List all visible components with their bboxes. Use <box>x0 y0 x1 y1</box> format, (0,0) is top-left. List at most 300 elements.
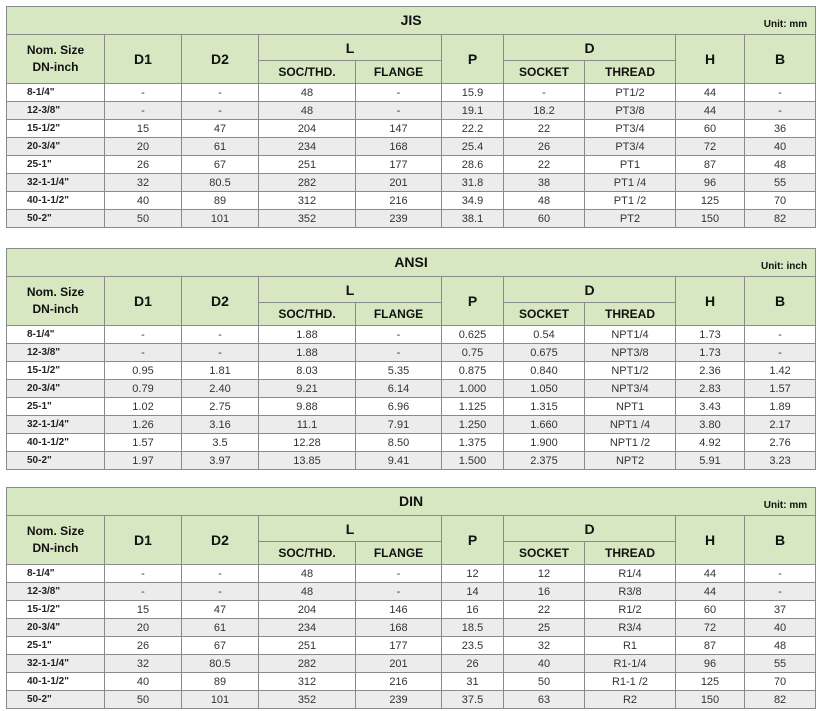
h-header: H <box>676 516 745 565</box>
h-cell: 44 <box>676 583 745 601</box>
l-header: L <box>259 516 442 542</box>
thread-cell: PT1 <box>585 156 676 174</box>
table-row <box>7 102 816 120</box>
p-cell: 38.1 <box>442 210 504 228</box>
h-header: H <box>676 277 745 326</box>
size-cell: 32-1-1/4" <box>7 416 105 434</box>
socket-cell: 2.375 <box>504 452 585 470</box>
d2-cell: - <box>182 84 259 102</box>
flange-header: FLANGE <box>356 542 442 565</box>
b-cell: 40 <box>745 138 816 156</box>
flange-cell: 177 <box>356 637 442 655</box>
table-row <box>7 601 816 619</box>
flange-cell: 146 <box>356 601 442 619</box>
h-cell: 44 <box>676 84 745 102</box>
h-cell: 1.73 <box>676 344 745 362</box>
size-cell: 8-1/4" <box>7 565 105 583</box>
p-cell: 22.2 <box>442 120 504 138</box>
b-cell: 55 <box>745 655 816 673</box>
l-header: L <box>259 35 442 61</box>
b-cell: 37 <box>745 601 816 619</box>
size-cell: 32-1-1/4" <box>7 174 105 192</box>
p-cell: 25.4 <box>442 138 504 156</box>
d2-header: D2 <box>182 35 259 84</box>
thread-cell: PT1/2 <box>585 84 676 102</box>
d2-header: D2 <box>182 516 259 565</box>
size-cell: 15-1/2" <box>7 120 105 138</box>
h-cell: 72 <box>676 138 745 156</box>
flange-header: FLANGE <box>356 303 442 326</box>
b-cell: 1.89 <box>745 398 816 416</box>
thread-cell: R1-1 /2 <box>585 673 676 691</box>
b-cell: 2.17 <box>745 416 816 434</box>
b-cell: 55 <box>745 174 816 192</box>
h-cell: 44 <box>676 102 745 120</box>
thread-cell: PT3/4 <box>585 120 676 138</box>
d1-cell: 20 <box>105 138 182 156</box>
table-row <box>7 156 816 174</box>
p-cell: 31.8 <box>442 174 504 192</box>
soc-thd-cell: 48 <box>259 102 356 120</box>
thread-cell: NPT1 <box>585 398 676 416</box>
socket-cell: 22 <box>504 156 585 174</box>
socket-cell: 1.315 <box>504 398 585 416</box>
flange-cell: 239 <box>356 691 442 709</box>
l-header: L <box>259 277 442 303</box>
d1-cell: 50 <box>105 210 182 228</box>
size-cell: 15-1/2" <box>7 362 105 380</box>
h-cell: 2.36 <box>676 362 745 380</box>
d2-cell: 80.5 <box>182 174 259 192</box>
b-cell: 1.42 <box>745 362 816 380</box>
thread-cell: NPT2 <box>585 452 676 470</box>
d-header: D <box>504 277 676 303</box>
table-row <box>7 619 816 637</box>
b-cell: - <box>745 344 816 362</box>
b-cell: - <box>745 583 816 601</box>
soc-thd-header: SOC/THD. <box>259 303 356 326</box>
h-cell: 150 <box>676 210 745 228</box>
jis-table-section <box>6 6 815 228</box>
flange-cell: 168 <box>356 138 442 156</box>
d1-cell: 32 <box>105 655 182 673</box>
socket-cell: 26 <box>504 138 585 156</box>
h-cell: 96 <box>676 655 745 673</box>
d2-cell: 1.81 <box>182 362 259 380</box>
unit-label: Unit: inch <box>760 261 808 272</box>
thread-cell: R1-1/4 <box>585 655 676 673</box>
table-row <box>7 434 816 452</box>
b-cell: 70 <box>745 192 816 210</box>
p-cell: 19.1 <box>442 102 504 120</box>
soc-thd-cell: 251 <box>259 156 356 174</box>
table-row <box>7 452 816 470</box>
d2-cell: 2.40 <box>182 380 259 398</box>
size-cell: 20-3/4" <box>7 619 105 637</box>
table-row <box>7 120 816 138</box>
table-title-bar <box>7 488 816 516</box>
socket-cell: 22 <box>504 120 585 138</box>
nom-size-header <box>7 277 105 326</box>
flange-cell: 6.14 <box>356 380 442 398</box>
d2-cell: - <box>182 344 259 362</box>
p-cell: 16 <box>442 601 504 619</box>
b-cell: 3.23 <box>745 452 816 470</box>
size-cell: 15-1/2" <box>7 601 105 619</box>
flange-cell: - <box>356 344 442 362</box>
socket-cell: 0.840 <box>504 362 585 380</box>
h-cell: 60 <box>676 601 745 619</box>
socket-cell: 48 <box>504 192 585 210</box>
d2-cell: 67 <box>182 637 259 655</box>
soc-thd-cell: 48 <box>259 583 356 601</box>
d1-cell: - <box>105 84 182 102</box>
d2-header: D2 <box>182 277 259 326</box>
soc-thd-cell: 204 <box>259 601 356 619</box>
table-title-bar <box>7 7 816 35</box>
d2-cell: 47 <box>182 120 259 138</box>
h-cell: 5.91 <box>676 452 745 470</box>
b-cell: 40 <box>745 619 816 637</box>
d2-cell: - <box>182 565 259 583</box>
flange-cell: 239 <box>356 210 442 228</box>
soc-thd-cell: 8.03 <box>259 362 356 380</box>
d1-cell: 40 <box>105 192 182 210</box>
b-cell: 36 <box>745 120 816 138</box>
nom-size-label: Nom. Size <box>26 524 85 538</box>
d1-cell: 1.97 <box>105 452 182 470</box>
p-cell: 18.5 <box>442 619 504 637</box>
soc-thd-cell: 282 <box>259 655 356 673</box>
p-cell: 1.250 <box>442 416 504 434</box>
size-cell: 20-3/4" <box>7 380 105 398</box>
soc-thd-header: SOC/THD. <box>259 61 356 84</box>
socket-cell: 22 <box>504 601 585 619</box>
table-title: ANSI <box>394 253 428 270</box>
socket-cell: - <box>504 84 585 102</box>
d1-cell: 20 <box>105 619 182 637</box>
unit-label: Unit: mm <box>763 500 808 511</box>
p-header: P <box>442 516 504 565</box>
d1-cell: 0.79 <box>105 380 182 398</box>
flange-cell: 5.35 <box>356 362 442 380</box>
thread-cell: R1/4 <box>585 565 676 583</box>
soc-thd-cell: 11.1 <box>259 416 356 434</box>
thread-cell: PT1 /4 <box>585 174 676 192</box>
table-row <box>7 691 816 709</box>
soc-thd-cell: 9.21 <box>259 380 356 398</box>
nom-size-label: Nom. Size <box>26 285 85 299</box>
soc-thd-cell: 352 <box>259 691 356 709</box>
d1-cell: - <box>105 565 182 583</box>
thread-cell: NPT1/4 <box>585 326 676 344</box>
soc-thd-cell: 48 <box>259 565 356 583</box>
d2-cell: 89 <box>182 192 259 210</box>
table-row <box>7 565 816 583</box>
table-row <box>7 673 816 691</box>
table-row <box>7 583 816 601</box>
b-cell: 82 <box>745 691 816 709</box>
d2-cell: 61 <box>182 619 259 637</box>
d2-cell: 101 <box>182 210 259 228</box>
thread-cell: PT1 /2 <box>585 192 676 210</box>
p-header: P <box>442 35 504 84</box>
size-cell: 40-1-1/2" <box>7 434 105 452</box>
d2-cell: 61 <box>182 138 259 156</box>
d2-cell: 89 <box>182 673 259 691</box>
thread-cell: R3/8 <box>585 583 676 601</box>
socket-cell: 1.660 <box>504 416 585 434</box>
nom-size-header <box>7 516 105 565</box>
flange-cell: 201 <box>356 174 442 192</box>
flange-cell: - <box>356 326 442 344</box>
b-cell: 2.76 <box>745 434 816 452</box>
d1-cell: 26 <box>105 156 182 174</box>
size-cell: 25-1" <box>7 398 105 416</box>
size-cell: 50-2" <box>7 691 105 709</box>
h-cell: 44 <box>676 565 745 583</box>
soc-thd-cell: 352 <box>259 210 356 228</box>
socket-cell: 60 <box>504 210 585 228</box>
d1-cell: 15 <box>105 120 182 138</box>
b-cell: - <box>745 565 816 583</box>
d2-cell: 3.5 <box>182 434 259 452</box>
h-cell: 4.92 <box>676 434 745 452</box>
h-cell: 60 <box>676 120 745 138</box>
size-cell: 50-2" <box>7 210 105 228</box>
h-cell: 72 <box>676 619 745 637</box>
size-cell: 40-1-1/2" <box>7 192 105 210</box>
h-cell: 125 <box>676 673 745 691</box>
b-cell: 48 <box>745 156 816 174</box>
table-row <box>7 416 816 434</box>
size-cell: 12-3/8" <box>7 344 105 362</box>
table-row <box>7 398 816 416</box>
socket-cell: 38 <box>504 174 585 192</box>
thread-header: THREAD <box>585 61 676 84</box>
socket-header: SOCKET <box>504 542 585 565</box>
socket-cell: 50 <box>504 673 585 691</box>
p-cell: 14 <box>442 583 504 601</box>
table-row <box>7 138 816 156</box>
thread-cell: PT3/4 <box>585 138 676 156</box>
b-cell: 48 <box>745 637 816 655</box>
d1-cell: 0.95 <box>105 362 182 380</box>
h-cell: 125 <box>676 192 745 210</box>
ansi-dimension-table <box>6 248 816 470</box>
socket-cell: 0.54 <box>504 326 585 344</box>
flange-cell: - <box>356 583 442 601</box>
socket-header: SOCKET <box>504 61 585 84</box>
d2-cell: 3.97 <box>182 452 259 470</box>
d1-cell: 1.57 <box>105 434 182 452</box>
din-table-section <box>6 487 815 709</box>
p-cell: 1.375 <box>442 434 504 452</box>
d1-cell: 1.02 <box>105 398 182 416</box>
thread-cell: R3/4 <box>585 619 676 637</box>
d1-cell: - <box>105 326 182 344</box>
thread-cell: NPT1 /2 <box>585 434 676 452</box>
thread-cell: PT2 <box>585 210 676 228</box>
flange-cell: 147 <box>356 120 442 138</box>
flange-cell: 7.91 <box>356 416 442 434</box>
thread-header: THREAD <box>585 542 676 565</box>
thread-cell: R2 <box>585 691 676 709</box>
p-cell: 0.875 <box>442 362 504 380</box>
soc-thd-cell: 1.88 <box>259 326 356 344</box>
thread-cell: NPT3/8 <box>585 344 676 362</box>
jis-dimension-table <box>6 6 816 228</box>
soc-thd-cell: 48 <box>259 84 356 102</box>
d1-cell: 26 <box>105 637 182 655</box>
d1-cell: - <box>105 344 182 362</box>
b-cell: 1.57 <box>745 380 816 398</box>
d2-cell: 101 <box>182 691 259 709</box>
flange-cell: 216 <box>356 192 442 210</box>
unit-label: Unit: mm <box>763 19 808 30</box>
b-cell: 70 <box>745 673 816 691</box>
socket-header: SOCKET <box>504 303 585 326</box>
socket-cell: 16 <box>504 583 585 601</box>
table-row <box>7 362 816 380</box>
flange-header: FLANGE <box>356 61 442 84</box>
d2-cell: - <box>182 326 259 344</box>
table-title-bar <box>7 249 816 277</box>
p-cell: 37.5 <box>442 691 504 709</box>
flange-cell: 216 <box>356 673 442 691</box>
p-cell: 15.9 <box>442 84 504 102</box>
size-cell: 50-2" <box>7 452 105 470</box>
b-header: B <box>745 277 816 326</box>
h-cell: 3.80 <box>676 416 745 434</box>
p-cell: 26 <box>442 655 504 673</box>
size-cell: 8-1/4" <box>7 84 105 102</box>
thread-cell: PT3/8 <box>585 102 676 120</box>
table-row <box>7 174 816 192</box>
d1-cell: 32 <box>105 174 182 192</box>
p-cell: 1.000 <box>442 380 504 398</box>
table-row <box>7 192 816 210</box>
p-cell: 0.625 <box>442 326 504 344</box>
socket-cell: 32 <box>504 637 585 655</box>
b-header: B <box>745 35 816 84</box>
soc-thd-cell: 234 <box>259 619 356 637</box>
p-cell: 1.125 <box>442 398 504 416</box>
d1-cell: 15 <box>105 601 182 619</box>
p-cell: 31 <box>442 673 504 691</box>
d1-cell: - <box>105 583 182 601</box>
d-header: D <box>504 516 676 542</box>
ansi-table-section <box>6 248 815 470</box>
table-row <box>7 210 816 228</box>
table-row <box>7 344 816 362</box>
table-row <box>7 655 816 673</box>
h-cell: 150 <box>676 691 745 709</box>
flange-cell: 9.41 <box>356 452 442 470</box>
d1-cell: 1.26 <box>105 416 182 434</box>
b-cell: - <box>745 326 816 344</box>
p-cell: 28.6 <box>442 156 504 174</box>
nom-size-header <box>7 35 105 84</box>
h-cell: 87 <box>676 156 745 174</box>
soc-thd-cell: 13.85 <box>259 452 356 470</box>
h-cell: 1.73 <box>676 326 745 344</box>
socket-cell: 63 <box>504 691 585 709</box>
b-cell: 82 <box>745 210 816 228</box>
soc-thd-cell: 12.28 <box>259 434 356 452</box>
socket-cell: 18.2 <box>504 102 585 120</box>
socket-cell: 40 <box>504 655 585 673</box>
flange-cell: 201 <box>356 655 442 673</box>
table-row <box>7 637 816 655</box>
table-row <box>7 84 816 102</box>
nom-size-label: Nom. Size <box>26 43 85 57</box>
p-cell: 34.9 <box>442 192 504 210</box>
table-title: JIS <box>400 11 422 28</box>
socket-cell: 12 <box>504 565 585 583</box>
b-cell: - <box>745 84 816 102</box>
soc-thd-cell: 204 <box>259 120 356 138</box>
d2-cell: 67 <box>182 156 259 174</box>
thread-cell: R1 <box>585 637 676 655</box>
d2-cell: 3.16 <box>182 416 259 434</box>
socket-cell: 1.900 <box>504 434 585 452</box>
d1-header: D1 <box>105 277 182 326</box>
d2-cell: 2.75 <box>182 398 259 416</box>
d1-header: D1 <box>105 516 182 565</box>
d1-header: D1 <box>105 35 182 84</box>
h-cell: 3.43 <box>676 398 745 416</box>
flange-cell: - <box>356 565 442 583</box>
table-row <box>7 326 816 344</box>
din-dimension-table <box>6 487 816 709</box>
flange-cell: 8.50 <box>356 434 442 452</box>
table-row <box>7 380 816 398</box>
thread-cell: R1/2 <box>585 601 676 619</box>
b-header: B <box>745 516 816 565</box>
thread-cell: NPT1 /4 <box>585 416 676 434</box>
p-cell: 0.75 <box>442 344 504 362</box>
d2-cell: 47 <box>182 601 259 619</box>
thread-cell: NPT3/4 <box>585 380 676 398</box>
soc-thd-header: SOC/THD. <box>259 542 356 565</box>
size-cell: 12-3/8" <box>7 583 105 601</box>
h-cell: 87 <box>676 637 745 655</box>
p-header: P <box>442 277 504 326</box>
h-header: H <box>676 35 745 84</box>
d2-cell: - <box>182 583 259 601</box>
h-cell: 2.83 <box>676 380 745 398</box>
flange-cell: - <box>356 102 442 120</box>
soc-thd-cell: 1.88 <box>259 344 356 362</box>
p-cell: 12 <box>442 565 504 583</box>
size-cell: 40-1-1/2" <box>7 673 105 691</box>
size-cell: 25-1" <box>7 637 105 655</box>
d2-cell: - <box>182 102 259 120</box>
flange-cell: 177 <box>356 156 442 174</box>
size-cell: 25-1" <box>7 156 105 174</box>
size-cell: 32-1-1/4" <box>7 655 105 673</box>
d1-cell: 40 <box>105 673 182 691</box>
flange-cell: - <box>356 84 442 102</box>
soc-thd-cell: 251 <box>259 637 356 655</box>
flange-cell: 6.96 <box>356 398 442 416</box>
soc-thd-cell: 9.88 <box>259 398 356 416</box>
soc-thd-cell: 234 <box>259 138 356 156</box>
dn-inch-label: DN-inch <box>32 302 79 316</box>
d-header: D <box>504 35 676 61</box>
socket-cell: 0.675 <box>504 344 585 362</box>
